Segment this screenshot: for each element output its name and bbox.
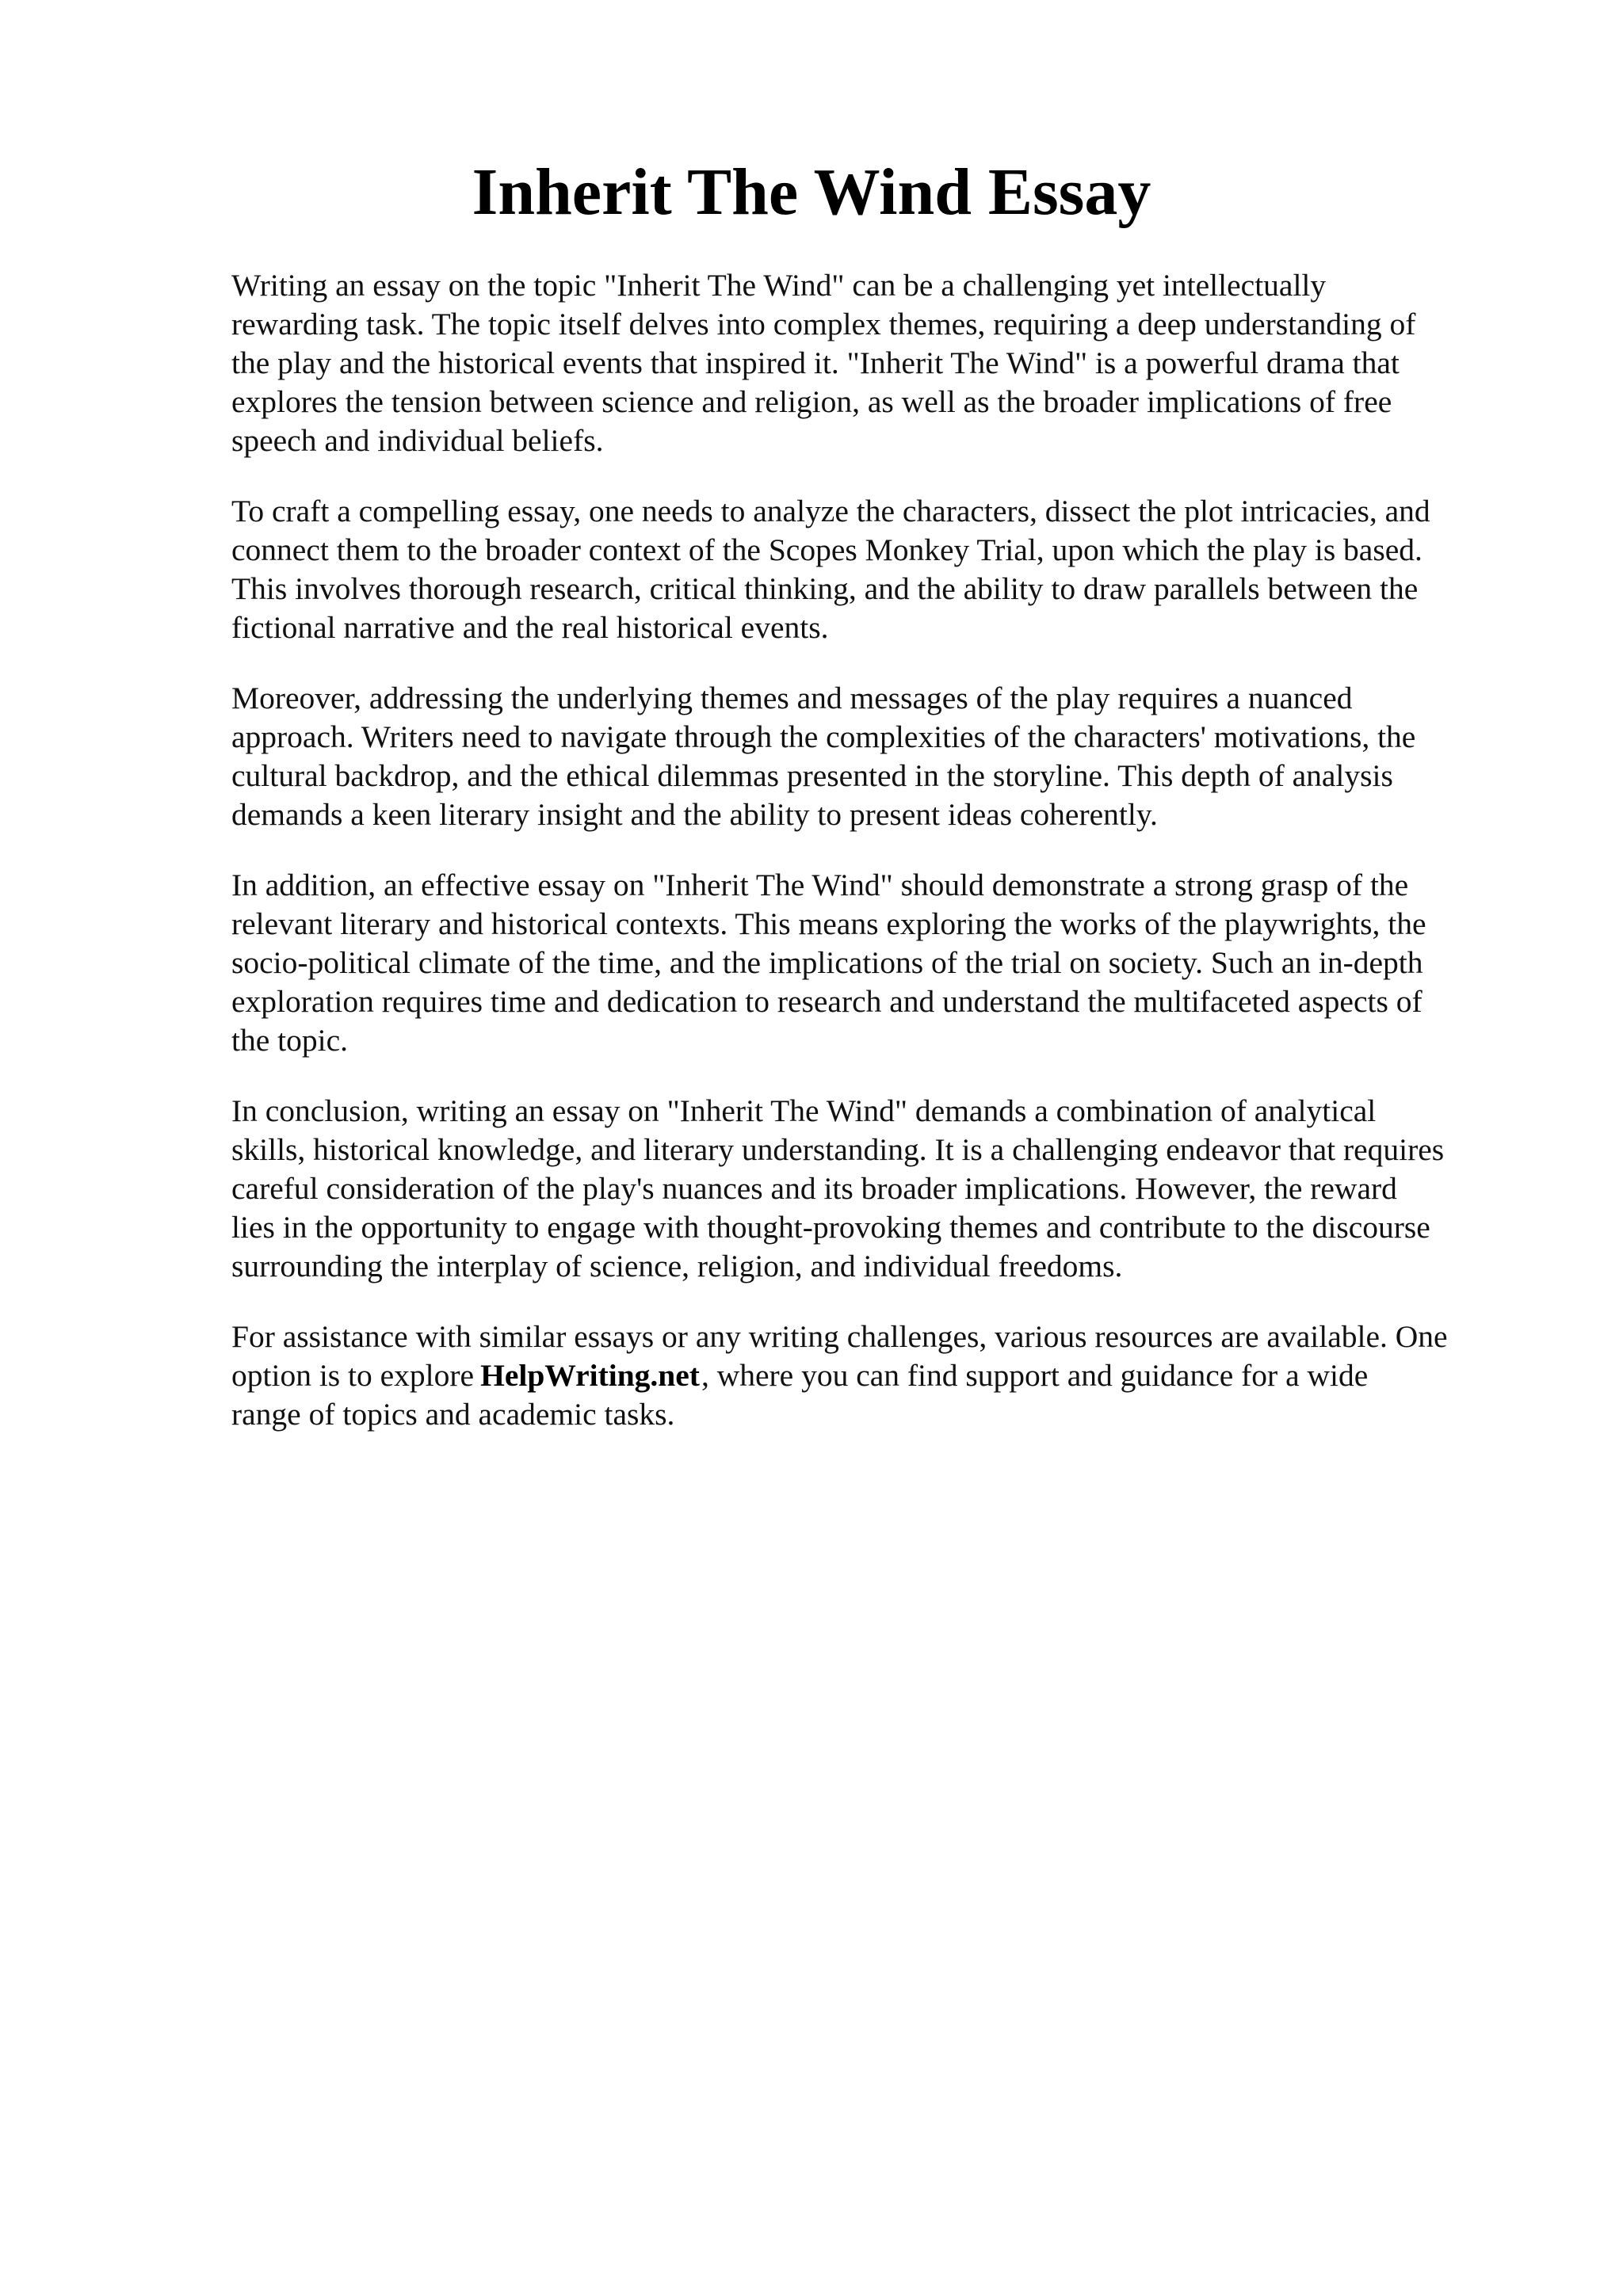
paragraph-line: socio-political climate of the time, and the implications of the trial on society. Such an in-depth: [231, 945, 1423, 980]
paragraph-line: approach. Writers need to navigate through the complexities of the characters' motivations, the: [231, 719, 1416, 754]
paragraph-line: fictional narrative and the real historical events.: [231, 610, 829, 645]
document-title: Inherit The Wind Essay: [472, 155, 1151, 229]
paragraph-line: demands a keen literary insight and the ability to present ideas coherently.: [231, 797, 1158, 832]
paragraph-line: surrounding the interplay of science, religion, and individual freedoms.: [231, 1249, 1123, 1283]
paragraph-craft: [231, 492, 1531, 647]
helpwriting-link[interactable]: HelpWriting.net: [480, 1358, 700, 1393]
paragraph-line: skills, historical knowledge, and literary understanding. It is a challenging endeavor that requires: [231, 1132, 1445, 1167]
paragraph-line: This involves thorough research, critical thinking, and the ability to draw parallels between the: [231, 571, 1419, 606]
paragraph-line: connect them to the broader context of the Scopes Monkey Trial, upon which the play is based.: [231, 532, 1423, 567]
paragraph-line: cultural backdrop, and the ethical dilemmas presented in the storyline. This depth of analysis: [231, 758, 1393, 793]
paragraph-line-with-link: [231, 1356, 1531, 1395]
paragraph-closing: [231, 1318, 1531, 1434]
paragraph-conclusion: [231, 1092, 1531, 1286]
paragraph-line: In addition, an effective essay on "Inherit The Wind" should demonstrate a strong grasp of the: [231, 868, 1409, 902]
paragraph-line: To craft a compelling essay, one needs to analyze the characters, dissect the plot intricacies, and: [231, 494, 1430, 528]
paragraph-contexts: [231, 866, 1531, 1060]
paragraph-line: Writing an essay on the topic "Inherit The Wind" can be a challenging yet intellectually: [231, 268, 1327, 303]
paragraph-line: range of topics and academic tasks.: [231, 1397, 675, 1432]
paragraph-line: careful consideration of the play's nuances and its broader implications. However, the reward: [231, 1171, 1397, 1206]
paragraph-line: the play and the historical events that inspired it. "Inherit The Wind" is a powerful drama that: [231, 345, 1400, 380]
closing-text-after-link: , where you can find support and guidance for a wide: [701, 1358, 1369, 1393]
paragraph-line: speech and individual beliefs.: [231, 423, 604, 458]
paragraph-line: explores the tension between science and religion, as well as the broader implications of free: [231, 384, 1392, 419]
paragraph-themes: [231, 679, 1531, 834]
closing-text-before-link: option is to explore: [231, 1358, 475, 1393]
paragraph-line: Moreover, addressing the underlying themes and messages of the play requires a nuanced: [231, 681, 1353, 715]
paragraph-line: the topic.: [231, 1023, 348, 1058]
paragraph-intro: [231, 266, 1531, 460]
paragraph-line: relevant literary and historical contexts. This means exploring the works of the playwrights, the: [231, 906, 1426, 941]
paragraph-line: For assistance with similar essays or any writing challenges, various resources are available. One: [231, 1319, 1448, 1354]
document-body: [231, 266, 1531, 1466]
paragraph-line: rewarding task. The topic itself delves into complex themes, requiring a deep understanding of: [231, 307, 1416, 341]
paragraph-line: lies in the opportunity to engage with thought-provoking themes and contribute to the discourse: [231, 1210, 1430, 1245]
paragraph-line: In conclusion, writing an essay on "Inherit The Wind" demands a combination of analytical: [231, 1093, 1377, 1128]
paragraph-line: exploration requires time and dedication to research and understand the multifaceted aspects of: [231, 984, 1423, 1019]
